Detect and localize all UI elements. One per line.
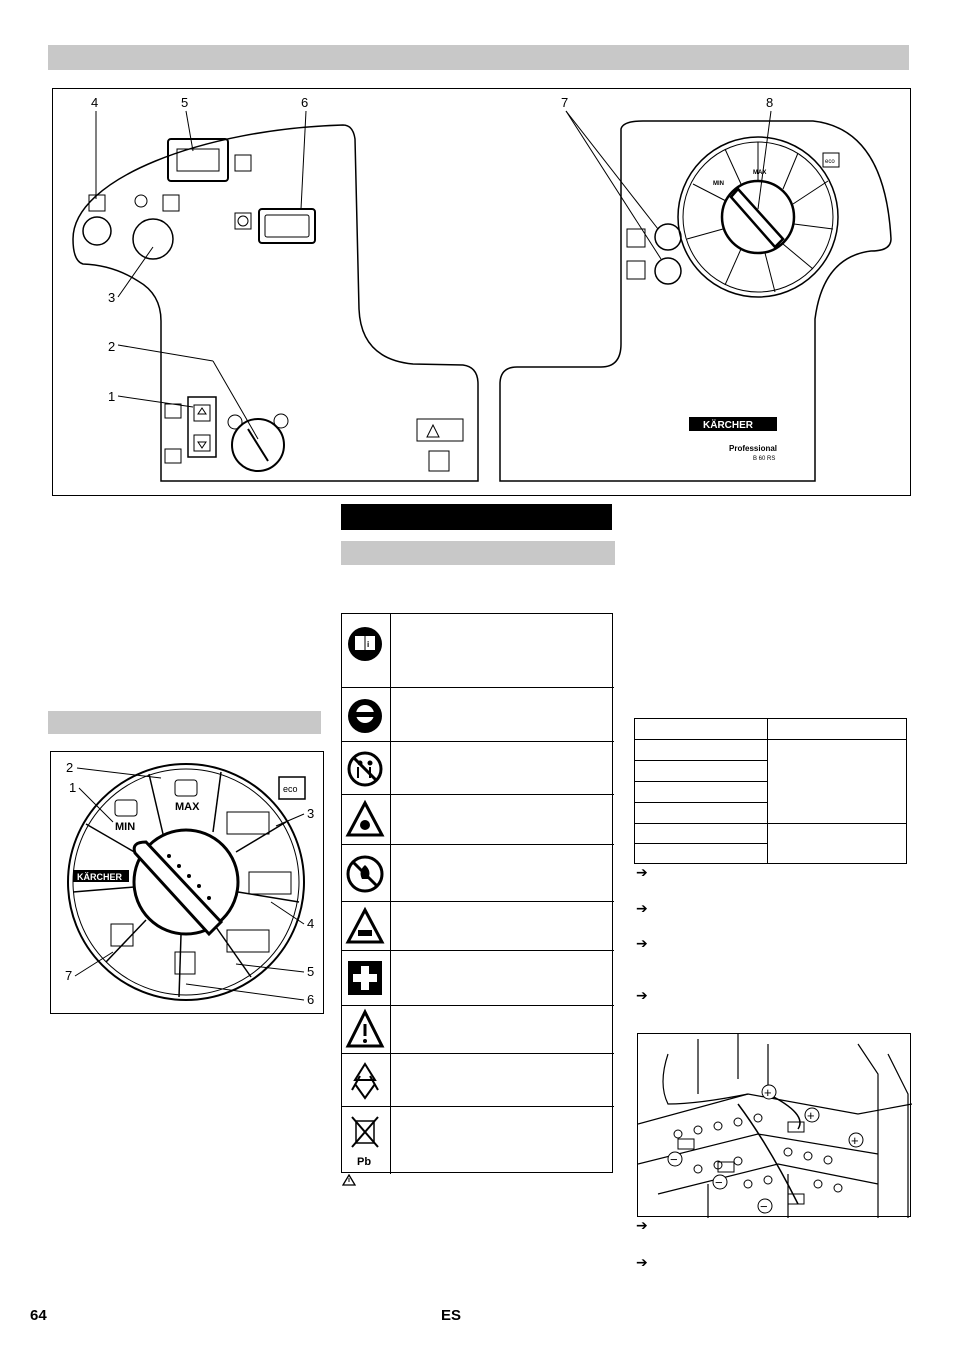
recycle-icon: [342, 1054, 391, 1106]
symbol-row-2: [342, 687, 614, 741]
battery-figure: [637, 1033, 911, 1217]
section-title-bar: [341, 504, 612, 530]
page-number: 64: [30, 1307, 47, 1324]
model-label: B 60 RS: [753, 456, 776, 462]
subsection-bar: [341, 541, 615, 565]
minus-sign-2: −: [715, 1175, 723, 1190]
dial-max-text: MAX: [175, 801, 200, 813]
brand-logo: KÄRCHER: [703, 420, 753, 431]
symbol-row-7: [342, 950, 614, 1005]
svg-text:i: i: [367, 640, 370, 649]
dial-min-label: MIN: [713, 181, 724, 187]
no-fire-icon: [342, 845, 391, 901]
dial-eco-label: eco: [825, 159, 835, 165]
right-table: [634, 718, 907, 864]
battery-drawing: [638, 1034, 912, 1218]
plus-sign-1: +: [764, 1085, 772, 1100]
arrow-bullet-6: ➔: [636, 1254, 648, 1270]
symbol-row-9: [342, 1053, 614, 1106]
pb-label: Pb: [357, 1156, 372, 1168]
dial-callout-6: 6: [307, 992, 315, 1007]
plus-sign-3: +: [851, 1133, 859, 1148]
dial-callout-5: 5: [307, 964, 315, 979]
dial-callout-4: 4: [307, 916, 315, 931]
arrow-bullet-3: ➔: [636, 935, 648, 951]
dial-brand: KÄRCHER: [77, 872, 122, 882]
symbol-row-5: [342, 844, 614, 901]
control-panel-drawing: [53, 89, 912, 497]
callout-7: 7: [561, 95, 569, 110]
arrow-bullet-2: ➔: [636, 900, 648, 916]
callout-3: 3: [108, 290, 116, 305]
no-trash-pb-icon: [342, 1107, 391, 1174]
product-line-label: Professional: [729, 444, 778, 453]
plus-sign-2: +: [807, 1108, 815, 1123]
callout-5: 5: [181, 95, 189, 110]
selector-dial-drawing: [51, 752, 325, 1015]
general-warning-icon: [342, 1006, 391, 1053]
minus-sign-3: −: [760, 1199, 768, 1214]
control-panel-figure: [52, 88, 911, 496]
first-aid-icon: [342, 951, 391, 1005]
arrow-bullet-4: ➔: [636, 987, 648, 1003]
eye-protection-icon: [342, 688, 391, 741]
dial-callout-3: 3: [307, 806, 315, 821]
symbols-table: [341, 613, 613, 1173]
arrow-bullet-1: ➔: [636, 864, 648, 880]
eco-text: eco: [283, 784, 298, 794]
dial-callout-1: 1: [69, 780, 77, 795]
symbol-row-3: [342, 741, 614, 794]
selector-dial-figure: [50, 751, 324, 1014]
callout-8: 8: [766, 95, 774, 110]
dial-callout-2: 2: [66, 760, 74, 775]
keep-children-away-icon: [342, 742, 391, 794]
arrow-bullet-5: ➔: [636, 1217, 648, 1233]
callout-1: 1: [108, 389, 116, 404]
dial-max-label: MAX: [753, 170, 767, 176]
dial-callout-7: 7: [65, 968, 73, 983]
header-bar: [48, 45, 909, 70]
manual-info-icon: [342, 614, 391, 687]
language-code: ES: [441, 1307, 462, 1324]
callout-2: 2: [108, 339, 116, 354]
symbol-row-10: [342, 1106, 614, 1174]
warning-triangle-icon: [342, 1174, 356, 1186]
explosion-warning-icon: [342, 795, 391, 844]
symbol-row-1: [342, 614, 614, 687]
symbol-row-4: [342, 794, 614, 844]
minus-sign-1: −: [670, 1152, 678, 1167]
dial-min-text: MIN: [115, 821, 136, 833]
callout-6: 6: [301, 95, 309, 110]
callout-4: 4: [91, 95, 99, 110]
symbol-row-6: [342, 901, 614, 950]
acid-warning-icon: [342, 902, 391, 950]
left-section-bar: [48, 711, 321, 734]
symbol-row-8: [342, 1005, 614, 1053]
